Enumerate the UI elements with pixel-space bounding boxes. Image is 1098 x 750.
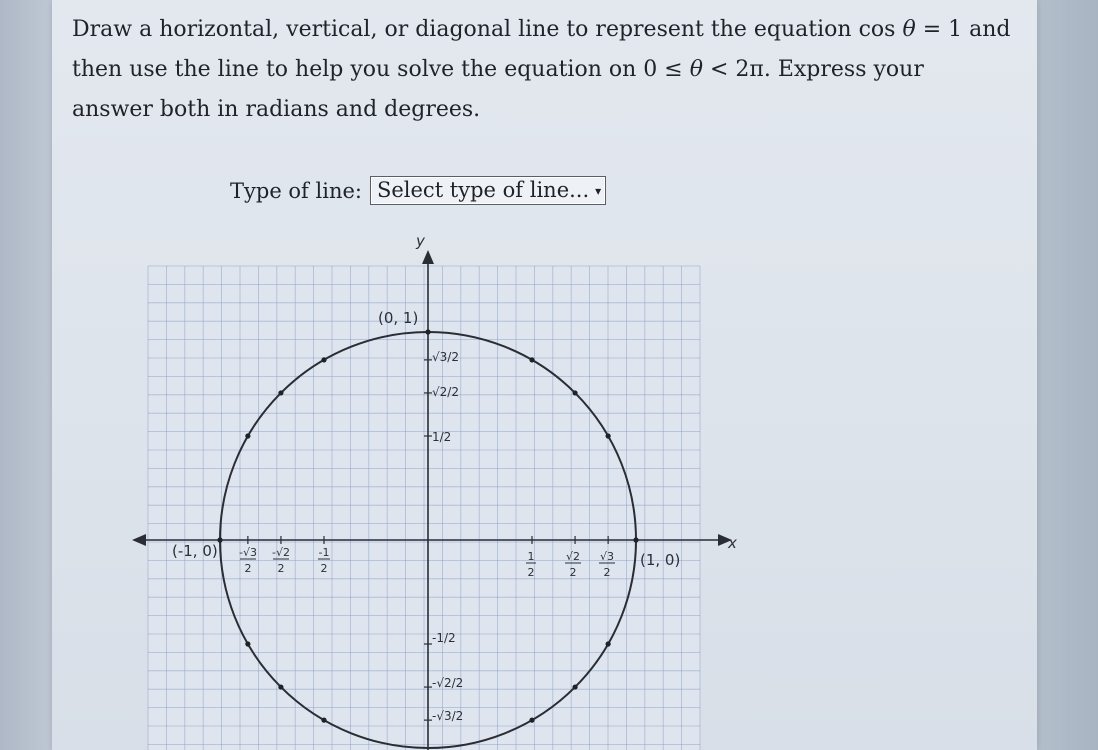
circle-point [245, 641, 250, 646]
range-theta: θ [689, 57, 703, 82]
y-axis-label: y [416, 232, 425, 250]
equation-theta: θ [902, 17, 916, 42]
y-axis-arrow-up [422, 250, 434, 264]
x-tick-denominator: 2 [569, 566, 577, 579]
y-tick-label: -√3/2 [432, 709, 464, 723]
range-end: < 2π [702, 57, 764, 82]
x-tick-denominator: 2 [320, 562, 328, 575]
x-tick-denominator: 2 [277, 562, 285, 575]
circle-point [606, 433, 611, 438]
question-line2-end: . Express your [763, 57, 924, 82]
y-tick-label: -1/2 [432, 631, 456, 645]
question-line3: answer both in radians and degrees. [72, 97, 481, 122]
y-tick-label: -√2/2 [432, 676, 464, 690]
circle-point [278, 684, 283, 689]
y-tick-label: √3/2 [432, 350, 459, 364]
x-tick-numerator: -√2 [272, 546, 290, 559]
x-tick-numerator: -√3 [239, 546, 257, 559]
x-tick-numerator: √2 [565, 550, 581, 563]
circle-point [572, 684, 577, 689]
range-start: 0 ≤ [643, 57, 690, 82]
y-tick-label: √2/2 [432, 385, 459, 399]
circle-point [529, 718, 534, 723]
equation-value: = 1 [915, 17, 963, 42]
x-tick-numerator: 1 [527, 550, 535, 563]
x-axis-arrow-left [132, 534, 146, 546]
line-type-label: Type of line: [230, 178, 362, 203]
circle-point [217, 537, 222, 542]
x-tick-denominator: 2 [603, 566, 611, 579]
question-line1-end: and [962, 17, 1011, 42]
circle-point [529, 357, 534, 362]
chevron-down-icon: ▾ [595, 184, 602, 198]
circle-point [606, 641, 611, 646]
point-label-right: (1, 0) [640, 551, 681, 569]
x-tick-denominator: 2 [527, 566, 535, 579]
x-tick-numerator: √3 [599, 550, 615, 563]
circle-point [245, 433, 250, 438]
equation-cos: cos [858, 17, 896, 42]
point-label-left: (-1, 0) [172, 542, 218, 560]
point-label-top: (0, 1) [378, 309, 419, 327]
x-axis-label: x [728, 534, 737, 552]
line-type-selected: Select type of line... [376, 178, 590, 202]
circle-point [321, 357, 326, 362]
circle-point [633, 537, 638, 542]
circle-point [321, 718, 326, 723]
circle-point [278, 390, 283, 395]
x-tick-numerator: -1 [318, 546, 330, 559]
circle-point [572, 390, 577, 395]
circle-point [425, 329, 430, 334]
question-line1: Draw a horizontal, vertical, or diagonal line to represent the equation [72, 17, 859, 42]
question-line2: then use the line to help you solve the equation on [72, 57, 644, 82]
x-tick-denominator: 2 [244, 562, 252, 575]
y-tick-label: 1/2 [432, 430, 452, 444]
graph-grid [148, 266, 700, 750]
